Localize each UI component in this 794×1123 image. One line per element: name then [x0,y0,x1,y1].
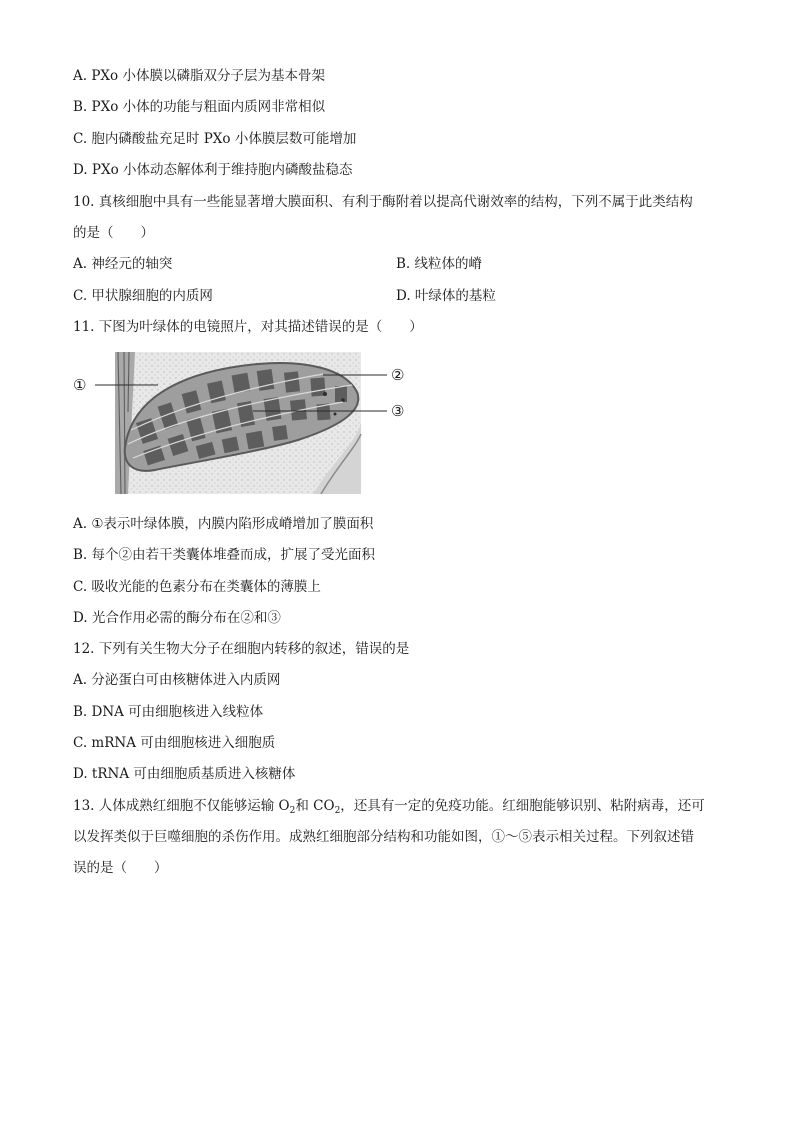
q12-option-a: A. 分泌蛋白可由核糖体进入内质网 [73,672,281,688]
q12-option-d: D. tRNA 可由细胞质基质进入核糖体 [73,766,296,782]
q10-option-c: C. 甲状腺细胞的内质网 [73,288,213,304]
figure-label-1: ① [73,376,87,394]
q13-stem-part-a: 13. 人体成熟红细胞不仅能够运输 O [73,798,290,814]
q11-option-b: B. 每个②由若干类囊体堆叠而成，扩展了受光面积 [73,547,376,563]
q10-option-a: A. 神经元的轴突 [73,256,173,272]
q13-stem-part-c: ，还具有一定的免疫功能。红细胞能够识别、粘附病毒，还可 [340,798,705,814]
q10-option-d: D. 叶绿体的基粒 [396,288,496,304]
q11-option-a: A. ①表示叶绿体膜，内膜内陷形成嵴增加了膜面积 [73,516,374,532]
q11-option-c: C. 吸收光能的色素分布在类囊体的薄膜上 [73,579,321,595]
q12-option-b: B. DNA 可由细胞核进入线粒体 [73,704,264,720]
q11-stem: 11. 下图为叶绿体的电镜照片，对其描述错误的是（ ） [73,319,423,335]
q13-stem-line1 [73,796,705,821]
q13-stem-part-b: 和 CO [295,798,335,814]
q13-stem-line2: 以发挥类似于巨噬细胞的杀伤作用。成熟红细胞部分结构和功能如图，①～⑤表示相关过程。下列叙述错 [73,829,694,845]
q12-stem: 12. 下列有关生物大分子在细胞内转移的叙述，错误的是 [73,641,410,657]
o2-subscript: 2 [289,806,296,816]
q9-option-d: D. PXo 小体动态解体利于维持胞内磷酸盐稳态 [73,162,353,178]
q11-option-d: D. 光合作用必需的酶分布在②和③ [73,610,281,626]
q10-stem-line2: 的是（ ） [73,225,154,241]
q9-option-a: A. PXo 小体膜以磷脂双分子层为基本骨架 [73,68,325,84]
q9-option-b: B. PXo 小体的功能与粗面内质网非常相似 [73,99,326,115]
figure-label-2: ② [391,366,405,384]
q9-option-c: C. 胞内磷酸盐充足时 PXo 小体膜层数可能增加 [73,131,357,147]
co2-subscript: 2 [334,806,341,816]
q13-stem-line3: 误的是（ ） [73,860,168,876]
q10-stem-line1: 10. 真核细胞中具有一些能显著增大膜面积、有利于酶附着以提高代谢效率的结构，下列不属于此类结构 [73,194,693,210]
q10-option-b: B. 线粒体的嵴 [396,256,483,272]
figure-label-3: ③ [391,402,405,420]
chloroplast-micrograph [73,352,413,494]
q12-option-c: C. mRNA 可由细胞核进入细胞质 [73,735,276,751]
